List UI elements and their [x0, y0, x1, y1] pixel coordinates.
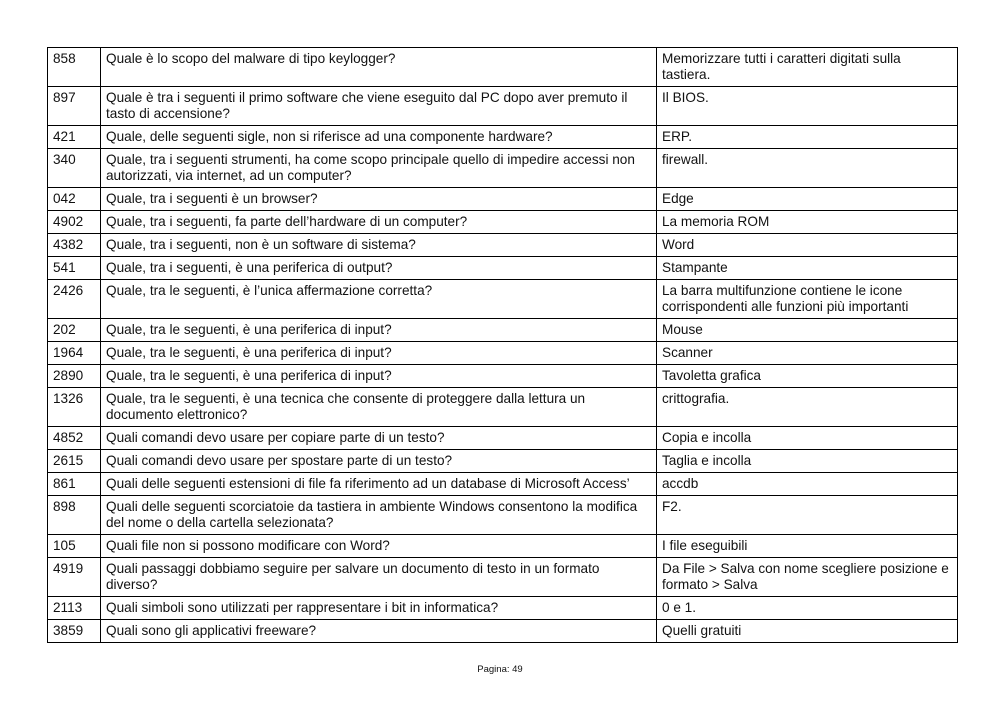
- table-row: [48, 211, 958, 234]
- question-id-cell: 541: [48, 257, 101, 280]
- questions-table: [47, 47, 958, 643]
- answer-cell: Copia e incolla: [657, 427, 958, 450]
- answer-cell: Scanner: [657, 342, 958, 365]
- question-cell: Quale, tra i seguenti è un browser?: [101, 188, 657, 211]
- table-row: [48, 319, 958, 342]
- table-row: [48, 558, 958, 597]
- answer-cell: accdb: [657, 473, 958, 496]
- questions-table-body: [48, 48, 958, 643]
- table-row: [48, 535, 958, 558]
- question-id-cell: 340: [48, 149, 101, 188]
- answer-cell: ERP.: [657, 126, 958, 149]
- answer-cell: Memorizzare tutti i caratteri digitati sulla tastiera.: [657, 48, 958, 87]
- table-row: [48, 188, 958, 211]
- question-id-cell: 2113: [48, 597, 101, 620]
- question-id-cell: 4852: [48, 427, 101, 450]
- question-id-cell: 105: [48, 535, 101, 558]
- question-cell: Quale, tra i seguenti, è una periferica di output?: [101, 257, 657, 280]
- answer-cell: Edge: [657, 188, 958, 211]
- answer-cell: Tavoletta grafica: [657, 365, 958, 388]
- question-id-cell: 1964: [48, 342, 101, 365]
- question-cell: Quale, tra i seguenti strumenti, ha come scopo principale quello di impedire accessi non autorizzati, via internet, ad un computer?: [101, 149, 657, 188]
- question-id-cell: 042: [48, 188, 101, 211]
- table-row: [48, 280, 958, 319]
- answer-cell: Mouse: [657, 319, 958, 342]
- question-cell: Quale è lo scopo del malware di tipo keylogger?: [101, 48, 657, 87]
- answer-cell: 0 e 1.: [657, 597, 958, 620]
- table-row: [48, 126, 958, 149]
- question-id-cell: 1326: [48, 388, 101, 427]
- question-id-cell: 858: [48, 48, 101, 87]
- question-cell: Quale, tra le seguenti, è una periferica di input?: [101, 365, 657, 388]
- table-row: [48, 597, 958, 620]
- question-id-cell: 2890: [48, 365, 101, 388]
- question-cell: Quale, tra le seguenti, è una periferica di input?: [101, 342, 657, 365]
- question-id-cell: 4382: [48, 234, 101, 257]
- question-id-cell: 202: [48, 319, 101, 342]
- answer-cell: Stampante: [657, 257, 958, 280]
- answer-cell: Il BIOS.: [657, 87, 958, 126]
- table-row: [48, 234, 958, 257]
- table-row: [48, 450, 958, 473]
- question-id-cell: 421: [48, 126, 101, 149]
- question-cell: Quali comandi devo usare per spostare parte di un testo?: [101, 450, 657, 473]
- table-row: [48, 427, 958, 450]
- question-cell: Quale, tra le seguenti, è l’unica affermazione corretta?: [101, 280, 657, 319]
- question-cell: Quali passaggi dobbiamo seguire per salvare un documento di testo in un formato diverso?: [101, 558, 657, 597]
- question-id-cell: 897: [48, 87, 101, 126]
- question-cell: Quale, tra le seguenti, è una periferica di input?: [101, 319, 657, 342]
- answer-cell: firewall.: [657, 149, 958, 188]
- question-cell: Quale, tra i seguenti, non è un software di sistema?: [101, 234, 657, 257]
- table-row: [48, 496, 958, 535]
- question-id-cell: 2615: [48, 450, 101, 473]
- question-cell: Quali delle seguenti estensioni di file fa riferimento ad un database di Microsoft Access’: [101, 473, 657, 496]
- question-cell: Quali simboli sono utilizzati per rappresentare i bit in informatica?: [101, 597, 657, 620]
- question-cell: Quali file non si possono modificare con Word?: [101, 535, 657, 558]
- question-id-cell: 861: [48, 473, 101, 496]
- question-cell: Quale è tra i seguenti il primo software che viene eseguito dal PC dopo aver premuto il tasto di accensione?: [101, 87, 657, 126]
- question-cell: Quale, delle seguenti sigle, non si riferisce ad una componente hardware?: [101, 126, 657, 149]
- answer-cell: Word: [657, 234, 958, 257]
- answer-cell: Quelli gratuiti: [657, 620, 958, 643]
- table-row: [48, 257, 958, 280]
- answer-cell: Da File > Salva con nome scegliere posizione e formato > Salva: [657, 558, 958, 597]
- answer-cell: La barra multifunzione contiene le icone corrispondenti alle funzioni più importanti: [657, 280, 958, 319]
- table-row: [48, 87, 958, 126]
- question-id-cell: 3859: [48, 620, 101, 643]
- question-cell: Quale, tra le seguenti, è una tecnica che consente di proteggere dalla lettura un documento elettronico?: [101, 388, 657, 427]
- table-row: [48, 473, 958, 496]
- question-id-cell: 2426: [48, 280, 101, 319]
- page-number: Pagina: 49: [477, 664, 523, 675]
- question-cell: Quali delle seguenti scorciatoie da tastiera in ambiente Windows consentono la modifica del nome o della cartella selezionata?: [101, 496, 657, 535]
- answer-cell: Taglia e incolla: [657, 450, 958, 473]
- question-id-cell: 898: [48, 496, 101, 535]
- answer-cell: crittografia.: [657, 388, 958, 427]
- table-row: [48, 388, 958, 427]
- answer-cell: I file eseguibili: [657, 535, 958, 558]
- answer-cell: F2.: [657, 496, 958, 535]
- question-id-cell: 4919: [48, 558, 101, 597]
- question-cell: Quale, tra i seguenti, fa parte dell’hardware di un computer?: [101, 211, 657, 234]
- table-row: [48, 48, 958, 87]
- question-cell: Quali sono gli applicativi freeware?: [101, 620, 657, 643]
- question-cell: Quali comandi devo usare per copiare parte di un testo?: [101, 427, 657, 450]
- answer-cell: La memoria ROM: [657, 211, 958, 234]
- table-row: [48, 620, 958, 643]
- table-row: [48, 342, 958, 365]
- question-id-cell: 4902: [48, 211, 101, 234]
- table-row: [48, 365, 958, 388]
- table-row: [48, 149, 958, 188]
